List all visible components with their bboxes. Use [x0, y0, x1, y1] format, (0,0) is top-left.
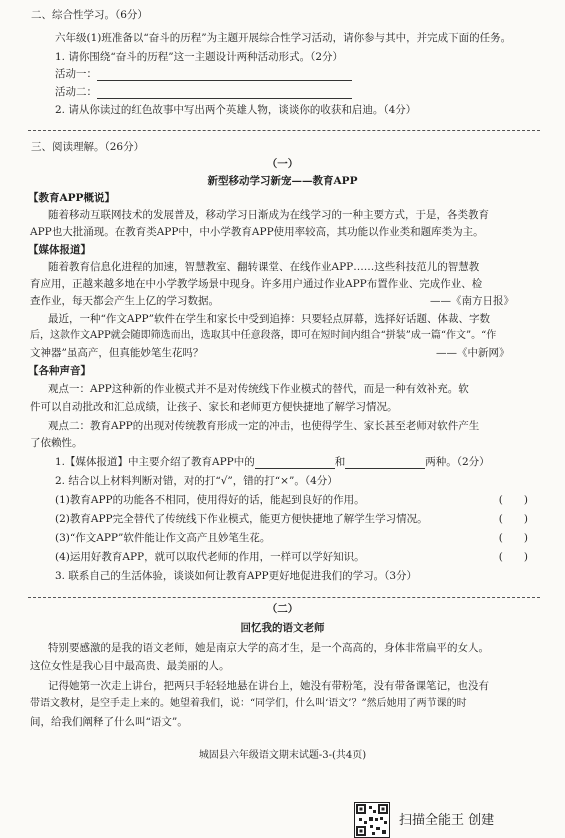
part1-q1-text-b: 和: [334, 456, 346, 468]
part1-q1: [55, 455, 490, 469]
part1-q3: 3. 联系自己的生活体验，谈谈如何让教育APP更好地促进我们的学习。（3分）: [55, 570, 417, 582]
judge-item-3: (3)“作文APP”软件能让作文高产且妙笔生花。: [55, 532, 271, 544]
part1-number: （一）: [266, 158, 299, 170]
part2-p2-line-2: 带语文教材，是空手走上来的。她望着我们，说：“同学们，什么叫‘语文’？”然后她用了两节课的时: [30, 698, 467, 709]
media-source-1: ——《南方日报》: [430, 295, 514, 307]
section3-heading: 三、阅读理解。（26分）: [31, 141, 145, 153]
section2-heading: 二、综合性学习。（6分）: [31, 9, 148, 21]
answer-line: [28, 597, 540, 598]
media-line-2: 育应用，正越来越多地在中小学教学场景中现身。许多用户通过作业APP布置作业、完成作业、检: [30, 278, 483, 290]
voices-label: 【各种声音】: [28, 365, 91, 377]
judge-item-2: (2)教育APP完全替代了传统线下作业模式，能更方便快捷地了解学生学习情况。: [55, 513, 428, 525]
part1-q1-text-c: 两种。（2分）: [425, 456, 490, 468]
view2-line-2: 了依赖性。: [30, 437, 83, 449]
overview-label: 【教育APP概说】: [28, 192, 115, 204]
media-label: 【媒体报道】: [28, 244, 91, 256]
activity2-label: 活动二：: [55, 86, 97, 98]
view2-line-1: 观点二：教育APP的出现对传统教育形成一定的冲击，也使得学生、家长甚至老师对软件产生: [48, 420, 480, 432]
part1-q2: 2. 结合以上材料判断对错，对的打“√”，错的打“×”。（4分）: [55, 475, 338, 487]
media-line-5: 后，这款作文APP就会随即筛选而出，选取其中任意段落，即可在短时间内组合“拼装”成一篇“作文”。“作: [30, 330, 497, 341]
overview-line-2: APP也大批涌现。在教育类APP中，中小学教育APP使用率较高，其功能以作业类和题库类为主。: [30, 226, 484, 238]
activity1-label: 活动一：: [55, 68, 97, 80]
media-line-6: 文神器”虽高产，但真能妙笔生花吗？: [30, 347, 204, 359]
activity1-row: [55, 67, 352, 81]
judge-item-1: (1)教育APP的功能各不相同，使用得好的话，能起到良好的作用。: [55, 494, 365, 506]
part2-title: 回忆我的语文老师: [240, 622, 325, 634]
activity2-row: [55, 85, 352, 99]
judge-item-4: (4)运用好教育APP，就可以取代老师的作用，一样可以学好知识。: [55, 551, 365, 563]
view1-line-1: 观点一：APP这种新的作业模式并不是对传统线下作业模式的替代，而是一种有效补充。软: [48, 383, 469, 395]
section2-q2: 2. 请从你读过的红色故事中写出两个英雄人物，谈谈你的收获和启迪。（4分）: [55, 104, 417, 116]
part1-title: 新型移动学习新宠——教育APP: [207, 175, 358, 187]
judge-answer-3[interactable]: ( ): [498, 532, 528, 544]
judge-answer-2[interactable]: ( ): [498, 513, 528, 525]
overview-line-1: 随着移动互联网技术的发展普及，移动学习日渐成为在线学习的一种主要方式，于是，各类教育: [48, 209, 489, 221]
part2-number: （二）: [266, 603, 299, 615]
judge-answer-4[interactable]: ( ): [498, 551, 528, 563]
media-line-3: 查作业，每天都会产生上亿的学习数据。: [30, 295, 219, 307]
part1-q1-blank-2[interactable]: [345, 467, 425, 469]
media-line-1: 随着教育信息化进程的加速，智慧教室、翻转课堂、在线作业APP……这些科技范儿的智慧教: [48, 261, 480, 273]
part1-q1-text-a: 1.【媒体报道】中主要介绍了教育APP中的: [55, 456, 255, 468]
section2-q1: 1. 请你围绕“奋斗的历程”这一主题设计两种活动形式。（2分）: [55, 51, 344, 63]
media-source-2: ——《中新网》: [436, 347, 510, 359]
part2-p2-line-1: 记得她第一次走上讲台，把两只手轻轻地悬在讲台上，她没有带粉笔，没有带备课笔记，也没有: [48, 680, 489, 692]
part2-p1-line-2: 这位女性是我心目中最高贵、最美丽的人。: [30, 660, 230, 672]
activity1-answer-line[interactable]: [97, 79, 352, 81]
judge-answer-1[interactable]: ( ): [498, 494, 528, 506]
view1-line-2: 件可以自动批改和汇总成绩，让孩子、家长和老师更方便快捷地了解学习情况。: [30, 401, 398, 413]
activity2-answer-line[interactable]: [97, 97, 352, 99]
section-divider: [28, 130, 540, 131]
part1-q1-blank-1[interactable]: [255, 467, 335, 469]
media-line-4: 最近，一种“作文APP”软件在学生和家长中受到追捧：只要轻点屏幕，选择好话题、体裁、字数: [48, 313, 490, 325]
page-footer: 城固县六年级语文期末试题-3-(共4页): [198, 750, 367, 761]
part2-p2-line-3: 间，给我们阐释了什么叫“语文”。: [30, 716, 188, 728]
section2-intro: 六年级(1)班准备以“奋斗的历程”为主题开展综合性学习活动，请你参与其中，并完成下面的任务。: [55, 32, 512, 44]
qr-code-icon: [354, 802, 390, 838]
part2-p1-line-1: 特别要感激的是我的语文老师，她是南京大学的高才生，是一个高高的，身体非常扁平的女人。: [48, 642, 489, 654]
scanner-watermark: 扫描全能王 创建: [399, 813, 495, 828]
